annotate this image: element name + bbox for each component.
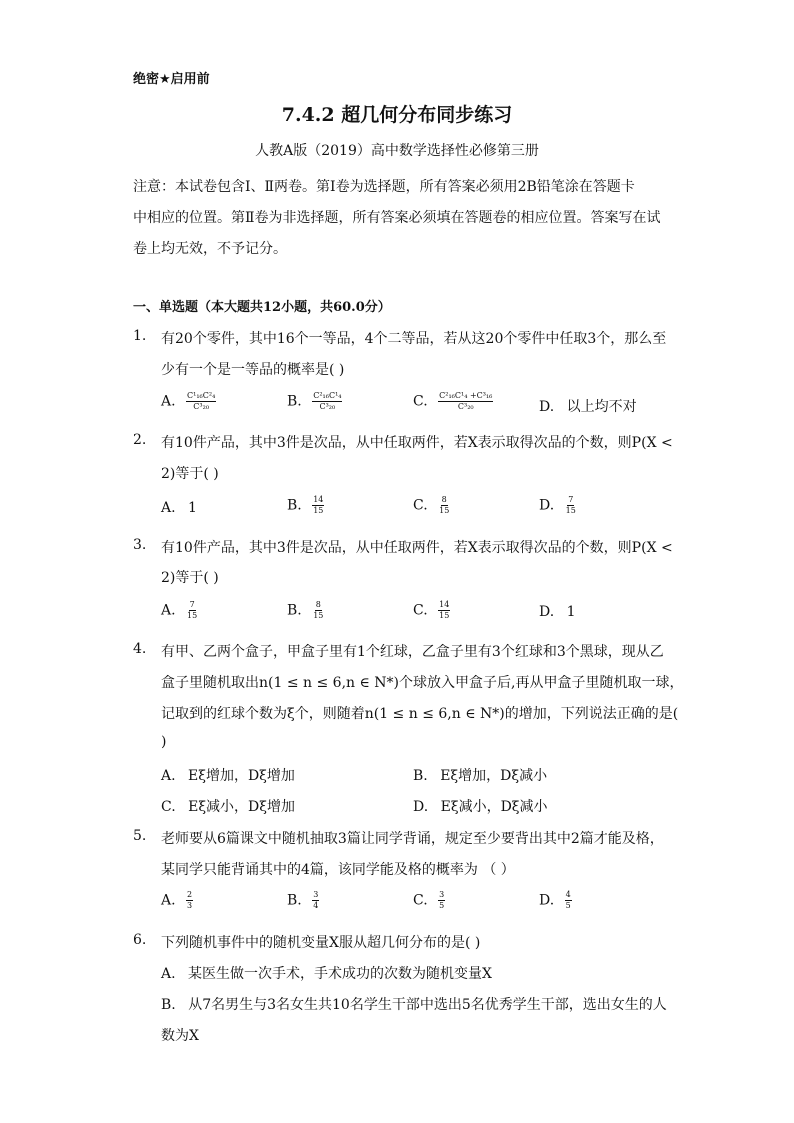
option-letter: C.: [413, 393, 428, 410]
fraction: [186, 890, 193, 911]
page-title: 7.4.2 超几何分布同步练习: [281, 104, 513, 126]
numerator: 4: [565, 890, 571, 899]
numerator: 7: [189, 600, 195, 609]
fraction: [565, 890, 572, 911]
option-c[interactable]: [413, 890, 445, 911]
denominator: C³₂₀: [319, 402, 336, 411]
question-number: 4.: [133, 641, 147, 657]
option-c[interactable]: [413, 391, 493, 412]
option-text: Eξ减小，Dξ增加: [188, 799, 295, 815]
option-letter: D.: [539, 892, 555, 909]
fraction: [438, 600, 450, 621]
option-letter: A.: [161, 966, 176, 982]
numerator: C¹₁₆C²₄: [187, 391, 216, 400]
numerator: 7: [568, 495, 574, 504]
option-letter: C.: [161, 799, 176, 815]
fraction: [438, 391, 493, 412]
denominator: 3: [187, 901, 193, 910]
denominator: 15: [565, 506, 576, 515]
numerator: C²₁₆C¹₄ +C³₁₆: [439, 391, 493, 400]
option-d[interactable]: [539, 890, 572, 911]
option-letter: B.: [287, 393, 302, 410]
option-letter: D.: [539, 604, 555, 620]
option-letter: C.: [413, 892, 428, 909]
fraction: [186, 600, 198, 621]
question-text: 下列随机事件中的随机变量X服从超几何分布的是( ): [161, 935, 481, 951]
option-d[interactable]: [539, 495, 577, 516]
question-number: 6.: [133, 932, 147, 948]
option-text: 数为X: [161, 1028, 199, 1044]
option-letter: C.: [413, 497, 428, 514]
option-c[interactable]: [161, 796, 295, 816]
option-b-continued: [161, 1025, 199, 1045]
question-text: 有甲、乙两个盒子，甲盒子里有1个红球，乙盒子里有3个红球和3个黑球，现从乙: [161, 644, 664, 660]
option-letter: A.: [161, 500, 176, 516]
option-c[interactable]: [413, 600, 450, 621]
numerator: 8: [315, 600, 321, 609]
option-letter: B.: [161, 997, 176, 1013]
fraction: [312, 391, 342, 412]
option-b[interactable]: [287, 495, 324, 516]
fraction: [438, 495, 450, 516]
option-d[interactable]: [539, 396, 637, 416]
notice-line: 卷上均无效，不予记分。: [133, 241, 287, 257]
option-letter: D.: [413, 799, 429, 815]
option-letter: B.: [287, 602, 302, 619]
fraction: [312, 600, 324, 621]
page-subtitle: 人教A版（2019）高中数学选择性必修第三册: [255, 143, 539, 159]
fraction: [438, 890, 445, 911]
denominator: 5: [439, 901, 445, 910]
option-text: 以上均不对: [566, 399, 637, 415]
denominator: 15: [313, 506, 324, 515]
option-text: 从7名男生与3名女生共10名学生干部中选出5名优秀学生干部，选出女生的人: [188, 997, 667, 1013]
question-text: 有10件产品，其中3件是次品，从中任取两件，若X表示取得次品的个数，则P(X <: [161, 540, 673, 556]
question-number: 5.: [133, 828, 147, 844]
fraction: [565, 495, 577, 516]
option-text: Eξ增加，Dξ增加: [188, 768, 295, 784]
option-letter: A.: [161, 892, 176, 909]
question-text: 有20个零件，其中16个一等品，4个二等品，若从这20个零件中任取3个，那么至: [161, 331, 667, 347]
option-a[interactable]: [161, 500, 197, 516]
option-text: 1: [566, 604, 576, 620]
denominator: C³₂₀: [457, 402, 474, 411]
denominator: 4: [313, 901, 319, 910]
notice-line: 注意：本试卷包含Ⅰ、Ⅱ两卷。第Ⅰ卷为选择题，所有答案必须用2B铅笔涂在答题卡: [133, 179, 635, 195]
option-letter: A.: [161, 768, 176, 784]
denominator: 15: [439, 611, 450, 620]
question-text: 老师要从6篇课文中随机抽取3篇让同学背诵，规定至少要背出其中2篇才能及格，: [161, 831, 664, 847]
question-number: 3.: [133, 537, 147, 553]
option-letter: B.: [287, 892, 302, 909]
option-c[interactable]: [413, 495, 450, 516]
fraction: [312, 495, 324, 516]
denominator: C³₂₀: [193, 402, 210, 411]
option-a[interactable]: [161, 391, 216, 412]
numerator: 14: [313, 495, 324, 504]
option-b[interactable]: [287, 890, 319, 911]
option-letter: B.: [413, 768, 428, 784]
option-text: 某医生做一次手术，手术成功的次数为随机变量X: [188, 966, 492, 982]
question-text: 少有一个是一等品的概率是( ): [161, 362, 345, 378]
section-heading: 一、单选题（本大题共12小题，共60.0分）: [133, 300, 391, 315]
question-text: 盒子里随机取出n(1 ≤ n ≤ 6,n ∈ N*)个球放入甲盒子后,再从甲盒子里随机取一球，: [161, 675, 684, 691]
option-text: 1: [188, 500, 197, 516]
option-letter: D.: [539, 497, 555, 514]
question-number: 1.: [133, 328, 147, 344]
denominator: 15: [187, 611, 198, 620]
question-text: 某同学只能背诵其中的4篇，该同学能及格的概率为 （ ）: [161, 862, 515, 878]
option-letter: C.: [413, 602, 428, 619]
numerator: 14: [439, 600, 450, 609]
option-d[interactable]: [539, 604, 576, 620]
question-number: 2.: [133, 432, 147, 448]
question-text: 2)等于( ): [161, 570, 219, 586]
option-b[interactable]: [287, 600, 324, 621]
numerator: C²₁₆C¹₄: [313, 391, 342, 400]
option-a[interactable]: [161, 600, 198, 621]
option-text: Eξ减小，Dξ减小: [440, 799, 548, 815]
option-letter: A.: [161, 602, 176, 619]
notice-line: 中相应的位置。第Ⅱ卷为非选择题，所有答案必须填在答题卷的相应位置。答案写在试: [133, 210, 661, 226]
option-a[interactable]: [161, 963, 492, 983]
numerator: 3: [313, 890, 319, 899]
option-d[interactable]: [413, 796, 548, 816]
option-letter: B.: [287, 497, 302, 514]
question-text: 2)等于( ): [161, 466, 219, 482]
confidential-mark: 绝密★启用前: [133, 72, 210, 87]
question-text: 记取到的红球个数为ξ个，则随着n(1 ≤ n ≤ 6,n ∈ N*)的增加，下列说法正确的是(: [161, 706, 679, 722]
denominator: 15: [313, 611, 324, 620]
option-b[interactable]: [413, 765, 547, 785]
fraction: [312, 890, 319, 911]
question-text: 有10件产品，其中3件是次品，从中任取两件，若X表示取得次品的个数，则P(X <: [161, 435, 673, 451]
option-b[interactable]: [161, 994, 667, 1014]
numerator: 2: [187, 890, 193, 899]
option-letter: A.: [161, 393, 176, 410]
question-text: ): [161, 734, 167, 750]
denominator: 5: [565, 901, 571, 910]
numerator: 8: [441, 495, 447, 504]
fraction: [186, 391, 216, 412]
numerator: 3: [439, 890, 445, 899]
denominator: 15: [439, 506, 450, 515]
exam-notice: [133, 172, 665, 265]
option-a[interactable]: [161, 765, 295, 785]
option-letter: D.: [539, 399, 555, 415]
option-a[interactable]: [161, 890, 193, 911]
option-text: Eξ增加，Dξ减小: [440, 768, 548, 784]
option-b[interactable]: [287, 391, 342, 412]
